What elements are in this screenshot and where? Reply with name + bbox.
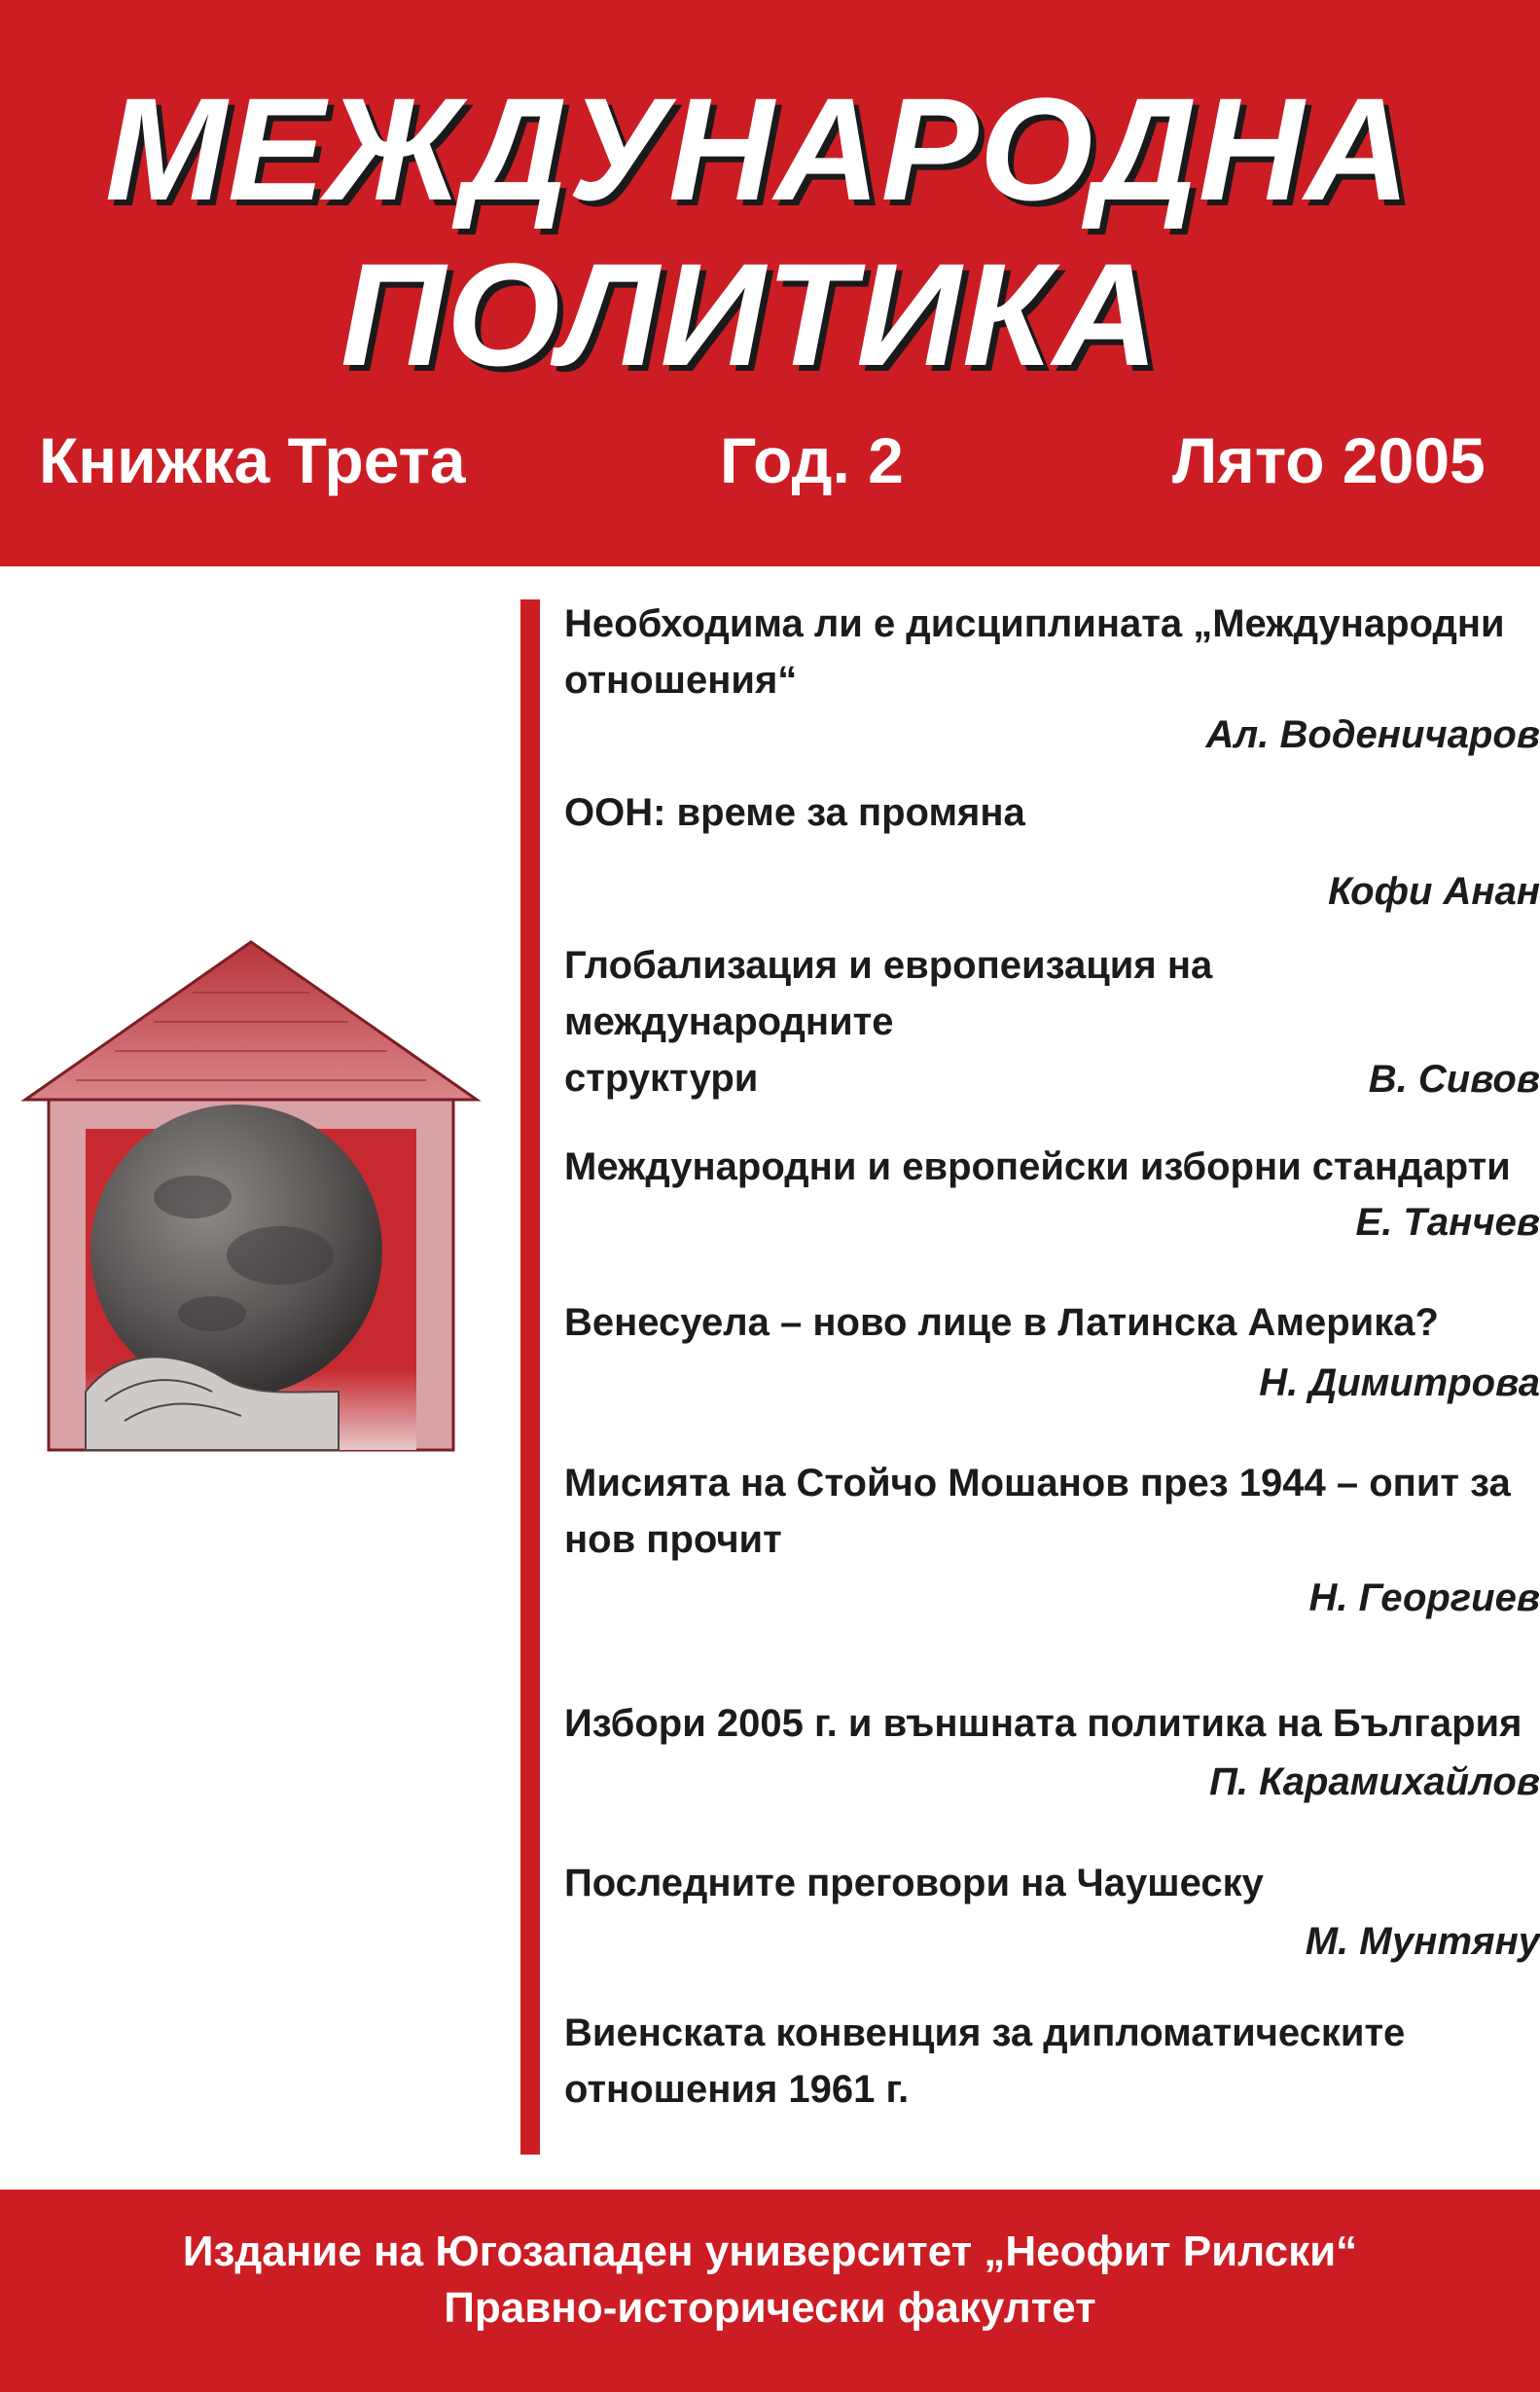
issue-season: Лято 2005	[1172, 424, 1486, 496]
toc-item-5-author: Н. Димитрова	[1259, 1361, 1540, 1404]
publisher-line: Издание на Югозападен университет „Неофит Рилски“	[182, 2228, 1358, 2275]
toc-item-7-title: Избори 2005 г. и външната политика на България	[564, 1702, 1522, 1745]
toc-item-7-author: П. Карамихайлов	[1209, 1760, 1540, 1803]
toc-item-9-title: Виенската конвенция за дипломатическите отношения 1961 г.	[564, 2011, 1406, 2111]
toc-item-3-author: В. Сивов	[1368, 1058, 1540, 1101]
journal-title-line-2: ПОЛИТИКА	[340, 233, 1160, 396]
toc-item-2-author: Кофи Анан	[1328, 870, 1540, 913]
toc-item-8-author: М. Мунтяну	[1305, 1920, 1540, 1963]
toc-item-4-title: Международни и европейски изборни стандарти	[564, 1145, 1511, 1188]
toc-item-8-title: Последните преговори на Чаушеску	[564, 1862, 1264, 1904]
journal-title-line-1: МЕЖДУНАРОДНА	[105, 67, 1412, 231]
toc-item-2-title: ООН: време за промяна	[564, 791, 1025, 834]
issue-book: Книжка Трета	[39, 424, 466, 496]
toc-item-6-title: Мисията на Стойчо Мошанов през 1944 – опит за нов прочит	[564, 1462, 1511, 1561]
toc-item-5-title: Венесуела – ново лице в Латинска Америка?	[564, 1301, 1439, 1344]
toc-item-1-author: Ал. Воденичаров	[1205, 713, 1540, 756]
toc-item-3-title: Глобализация и европеизация на международните структури	[564, 944, 1213, 1100]
vertical-red-rule	[520, 599, 540, 2155]
house-globe-illustration	[18, 934, 484, 1460]
toc-item-6-author: Н. Георгиев	[1308, 1577, 1540, 1619]
issue-year: Год. 2	[720, 424, 904, 496]
toc-item-1-title: Необходима ли е дисциплината „Международни отношения“	[564, 602, 1505, 702]
faculty-line: Правно-исторически факултет	[444, 2284, 1096, 2332]
toc-item-4-author: Е. Танчев	[1355, 1201, 1540, 1244]
